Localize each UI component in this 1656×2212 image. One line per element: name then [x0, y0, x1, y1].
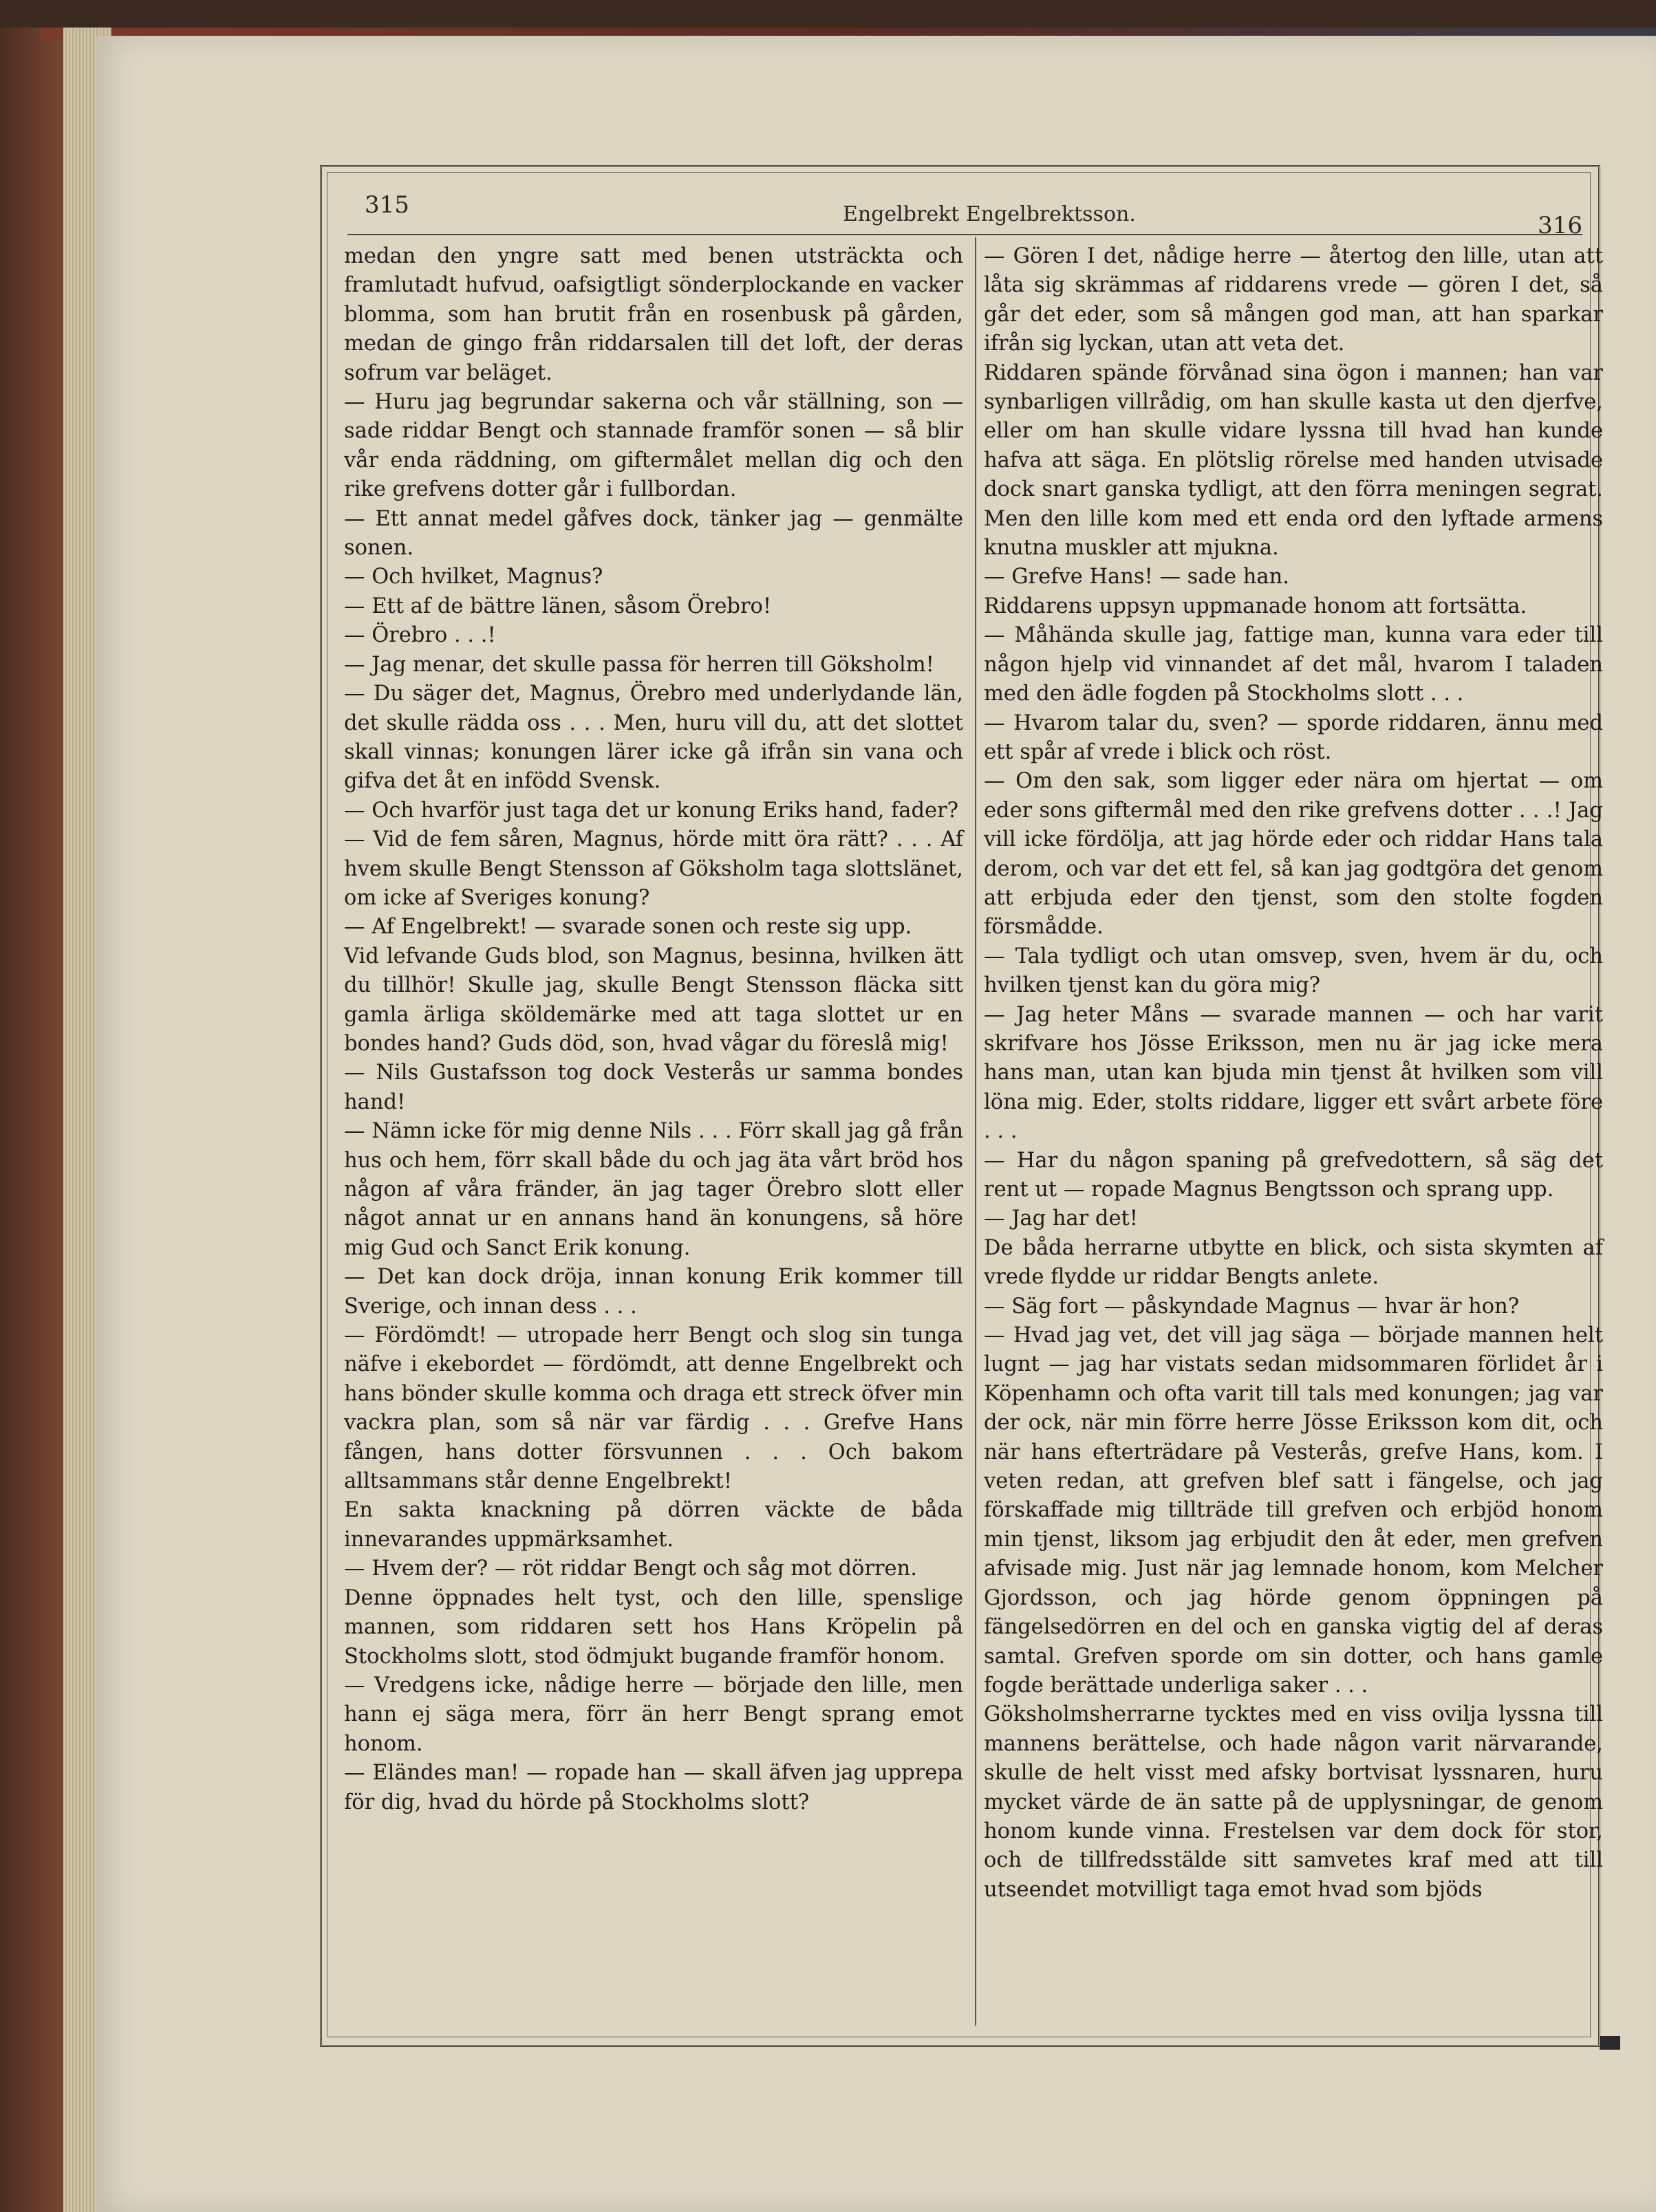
paragraph: — Och hvilket, Magnus? [344, 565, 603, 589]
paragraph: — Fördömdt! — utropade herr Bengt och slog sin tunga näfve i ekebordet — fördömdt, att denne Engelbrekt och hans bönder skulle komma och draga ett streck öfver min vackra plan, som så när var färdig . . . Grefve Hans fången, hans dotter försvunnen . . . Och bakom alltsammans står denne Engelbrekt! [344, 1323, 963, 1494]
paragraph: Göksholmsherrarne tycktes med en viss ovilja lyssna till mannens berättelse, och hade någon varit närvarande, skulle de helt visst med afsky bortvisat lyssnaren, huru mycket värde de än satte på de upplysningar, de genom honom kunde vinna. Frestelsen var dem dock för stor, och de tillfredsstälde sitt samvetes kraf med att till utseendet motvilligt taga emot hvad som bjöds [984, 1702, 1603, 1902]
paragraph: — Af Engelbrekt! — svarade sonen och reste sig upp. [344, 915, 912, 940]
page-number-right: 316 [1538, 212, 1582, 239]
paragraph: — Gören I det, nådige herre — återtog den lille, utan att låta sig skrämmas af riddarens vrede — gören I det, så går det eder, som så mången god man, att han sparkar ifrån sig lyckan, utan att veta det. [984, 244, 1603, 356]
paragraph: — Nämn icke för mig denne Nils . . . Förr skall jag gå från hus och hem, förr skall både du och jag äta vårt bröd hos någon af våra fränder, än jag tager Örebro slott eller något annat ur en annans hand än konungens, så höre mig Gud och Sanct Erik konung. [344, 1119, 963, 1260]
header-rule [347, 234, 1582, 235]
page-header [344, 184, 1582, 239]
paragraph: — Örebro . . .! [344, 623, 496, 648]
paragraph: — Grefve Hans! — sade han. [984, 565, 1289, 589]
paragraph: — Vredgens icke, nådige herre — började den lille, men hann ej säga mera, förr än herr Bengt sprang emot honom. [344, 1673, 963, 1756]
paragraph: — Måhända skulle jag, fattige man, kunna vara eder till någon hjelp vid vinnandet af det mål, hvarom I taladen med den ädle fogden på Stockholms slott . . . [984, 623, 1603, 706]
paragraph: — Det kan dock dröja, innan konung Erik kommer till Sverige, och innan dess . . . [344, 1265, 963, 1319]
paragraph: En sakta knackning på dörren väckte de båda innevarandes uppmärksamhet. [344, 1498, 963, 1552]
paragraph: — Ett af de bättre länen, såsom Örebro! [344, 594, 772, 618]
paragraph: Riddaren spände förvånad sina ögon i mannen; han var synbarligen villrådig, om han skulle kasta ut den djerfve, eller om han skulle vidare lyssna till hvad han kunde hafva att säga. En plötslig rörelse med handen utvisade dock snart ganska tydligt, att den förra meningen segrat. Men den lille kom med ett enda ord den lyftade armens knutna muskler att mjukna. [984, 360, 1603, 561]
paragraph: — Hvad jag vet, det vill jag säga — började mannen helt lugnt — jag har vistats sedan midsommaren förlidet år i Köpenhamn och ofta varit till tals med konungen; jag var der ock, när min förre herre Jösse Eriksson kom dit, och när hans efterträdare på Vesterås, grefve Hans, kom. I veten redan, att grefven blef satt i fängelse, och jag förskaffade mig tillträde till grefven och erbjöd honom min tjenst, liksom jag erbjudit den åt eder, men grefven afvisade mig. Just när jag lemnade honom, kom Melcher Gjordsson, och jag hörde genom öppningen på fängelsedörren en del och en ganska vigtig del af deras samtal. Grefven sporde om sin dotter, och hans gamle fogde berättade underliga saker . . . [984, 1323, 1603, 1698]
paragraph: De båda herrarne utbytte en blick, och sista skymten af vrede flydde ur riddar Bengts anlete. [984, 1235, 1603, 1290]
left-column [344, 242, 963, 2030]
paragraph: Vid lefvande Guds blod, son Magnus, besinna, hvilken ätt du tillhör! Skulle jag, skulle Bengt Stensson fläcka sitt gamla ärliga sköldemärke med att taga slottet ur en bondes hand? Guds död, son, hvad vågar du föreslå mig! [344, 944, 963, 1056]
paragraph: — Om den sak, som ligger eder nära om hjertat — om eder sons giftermål med den rike grefvens dotter . . .! Jag vill icke fördölja, att jag hörde eder och riddar Hans tala derom, och var det ett fel, så kan jag godtgöra det genom att erbjuda eder den tjenst, som den stolte fogden försmådde. [984, 769, 1603, 940]
paragraph: — Vid de fem såren, Magnus, hörde mitt öra rätt? . . . Af hvem skulle Bengt Stensson af Göksholm taga slottslänet, om icke af Sveriges konung? [344, 827, 963, 910]
paragraph: — Jag har det! [984, 1206, 1139, 1231]
paragraph: — Ett annat medel gåfves dock, tänker jag — genmälte sonen. [344, 506, 963, 561]
page-number-left: 315 [365, 191, 409, 219]
paragraph: — Hvarom talar du, sven? — sporde riddaren, ännu med ett spår af vrede i blick och röst. [984, 711, 1603, 764]
paragraph: — Jag heter Måns — svarade mannen — och har varit skrifvare hos Jösse Eriksson, men nu är jag icke mera hans man, utan kan bjuda min tjenst åt hvilken som vill löna mig. Eder, stolts riddare, ligger ett svårt arbete före . . . [984, 1002, 1603, 1144]
paragraph: Denne öppnades helt tyst, och den lille, spenslige mannen, som riddaren sett hos Hans Kröpelin på Stockholms slott, stod ödmjukt bugande framför honom. [344, 1585, 963, 1669]
column-divider [975, 237, 976, 2026]
paragraph: — Hvem der? — röt riddar Bengt och såg mot dörren. [344, 1557, 917, 1581]
page-corner-mark [1600, 2036, 1620, 2050]
right-column [984, 242, 1603, 2030]
paragraph: — Du säger det, Magnus, Örebro med underlydande län, det skulle rädda oss . . . Men, huru vill du, att det slottet skall vinnas; konungen lärer icke gå ifrån sin vana och gifva det åt en infödd Svensk. [344, 682, 963, 794]
paragraph: — Och hvarför just taga det ur konung Eriks hand, fader? [344, 798, 958, 823]
paragraph: medan den yngre satt med benen utsträckta och framlutadt hufvud, oafsigtligt sönderplockande en vacker blomma, som han brutit från en rosenbusk på gården, medan de gingo från riddarsalen till det loft, der deras sofrum var beläget. [344, 244, 963, 385]
paragraph: — Säg fort — påskyndade Magnus — hvar är hon? [984, 1294, 1520, 1319]
paragraph: Riddarens uppsyn uppmanade honom att fortsätta. [984, 594, 1527, 618]
paragraph: — Nils Gustafsson tog dock Vesterås ur samma bondes hand! [344, 1061, 963, 1114]
paragraph: — Tala tydligt och utan omsvep, sven, hvem är du, och hvilken tjenst kan du göra mig? [984, 944, 1603, 998]
paragraph: — Jag menar, det skulle passa för herren till Göksholm! [344, 652, 934, 677]
paragraph: — Huru jag begrundar sakerna och vår ställning, son — sade riddar Bengt och stannade framför sonen — så blir vår enda räddning, om giftermålet mellan dig och den rike grefvens dotter går i fullbordan. [344, 390, 963, 502]
paragraph: — Har du någon spaning på grefvedottern, så säg det rent ut — ropade Magnus Bengtsson och sprang upp. [984, 1148, 1603, 1202]
paragraph: — Eländes man! — ropade han — skall äfven jag upprepa för dig, hvad du hörde på Stockholms slott? [344, 1761, 963, 1814]
running-title: Engelbrekt Engelbrektsson. [843, 202, 1136, 226]
